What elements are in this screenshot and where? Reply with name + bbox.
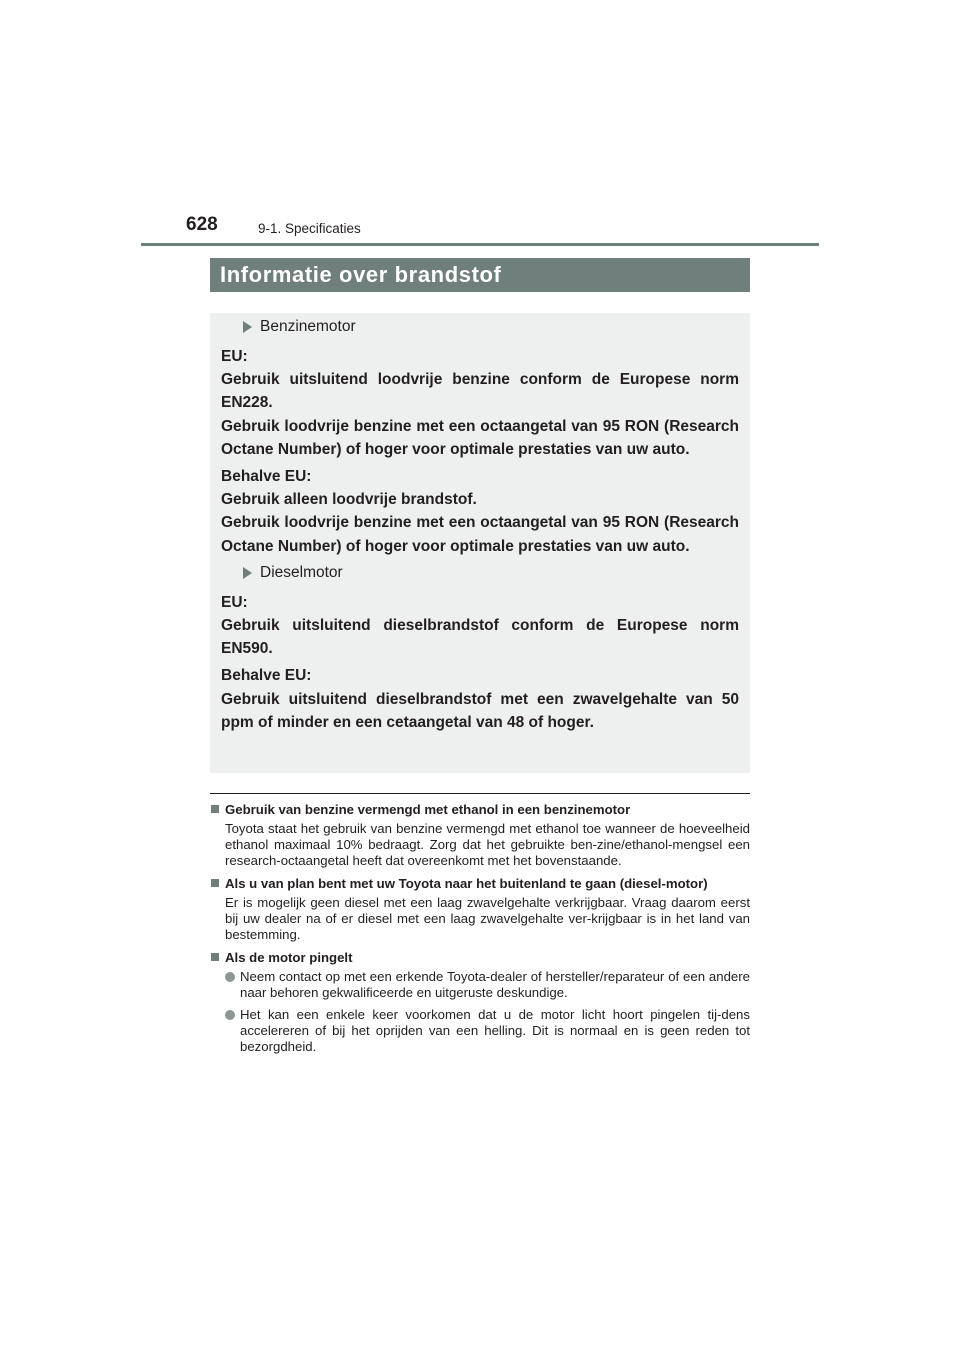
notes-section (210, 801, 750, 1055)
fuel-info-box (210, 313, 750, 773)
petrol-other-label: Behalve EU: (221, 468, 312, 486)
square-bullet-icon (211, 953, 219, 961)
circle-bullet-icon (225, 1010, 235, 1020)
note-heading-text: Als de motor pingelt (225, 950, 353, 965)
list-item (225, 969, 750, 1001)
petrol-other-text: Gebruik alleen loodvrije brandstof. (221, 491, 477, 509)
diesel-eu-label: EU: (221, 593, 248, 611)
note-heading-knocking (210, 949, 750, 966)
diesel-heading-label: Dieselmotor (260, 563, 343, 581)
triangle-right-icon (243, 321, 252, 333)
petrol-heading (243, 316, 739, 338)
header-divider (141, 243, 819, 246)
page-number: 628 (186, 214, 218, 235)
chapter-title: 9-1. Specificaties (258, 221, 361, 236)
petrol-heading-label: Benzinemotor (260, 318, 356, 335)
note-heading-text: Gebruik van benzine vermengd met ethanol in een benzinemotor (225, 802, 631, 817)
circle-bullet-icon (225, 972, 235, 982)
note-heading-ethanol (210, 801, 750, 818)
note-text-abroad: Er is mogelijk geen diesel met een laag zwavelgehalte verkrijgbaar. Vraag daarom eerst bij uw dealer na of er diesel met een laag zwavelgehalte ver-krijgbaar is in het land van bestemming. (225, 895, 750, 942)
petrol-eu-text: Gebruik uitsluitend loodvrije benzine conform de Europese norm EN228. (221, 371, 739, 412)
bullet-text: Het kan een enkele keer voorkomen dat u de motor licht hoort pingelen tij-dens accelereren of bij het oprijden van een helling. Dit is normaal en is geen reden tot bezorgdheid. (240, 1007, 750, 1054)
triangle-right-icon (243, 567, 252, 579)
petrol-eu-octane: Gebruik loodvrije benzine met een octaangetal van 95 RON (Research Octane Number) of hoger voor optimale prestaties van uw auto. (221, 417, 739, 458)
note-text-ethanol: Toyota staat het gebruik van benzine vermengd met ethanol toe wanneer de hoeveelheid ethanol maximaal 10% bedraagt. Zorg dat het gebruikte ben-zine/ethanol-mengsel een research-octaangetal heeft dat overeenkomt met het bovenstaande. (225, 821, 750, 868)
diesel-other-label: Behalve EU: (221, 667, 312, 685)
notes-divider (210, 793, 750, 794)
note-heading-text: Als u van plan bent met uw Toyota naar het buitenland te gaan (diesel-motor) (225, 876, 708, 891)
diesel-heading (243, 562, 739, 584)
section-title: Informatie over brandstof (210, 258, 750, 292)
petrol-eu-label: EU: (221, 348, 248, 365)
diesel-other-text: Gebruik uitsluitend dieselbrandstof met een zwavelgehalte van 50 ppm of minder en een cetaangetal van 48 of hoger. (221, 690, 739, 731)
square-bullet-icon (211, 879, 219, 887)
list-item (225, 1007, 750, 1055)
petrol-other-octane: Gebruik loodvrije benzine met een octaangetal van 95 RON (Research Octane Number) of hoger voor optimale prestaties van uw auto. (221, 514, 739, 555)
square-bullet-icon (211, 805, 219, 813)
note-heading-abroad (210, 875, 750, 892)
bullet-text: Neem contact op met een erkende Toyota-dealer of hersteller/reparateur of een andere naar behoren gekwalificeerde en uitgeruste deskundige. (240, 969, 750, 1000)
diesel-eu-text: Gebruik uitsluitend dieselbrandstof conform de Europese norm EN590. (221, 617, 739, 658)
